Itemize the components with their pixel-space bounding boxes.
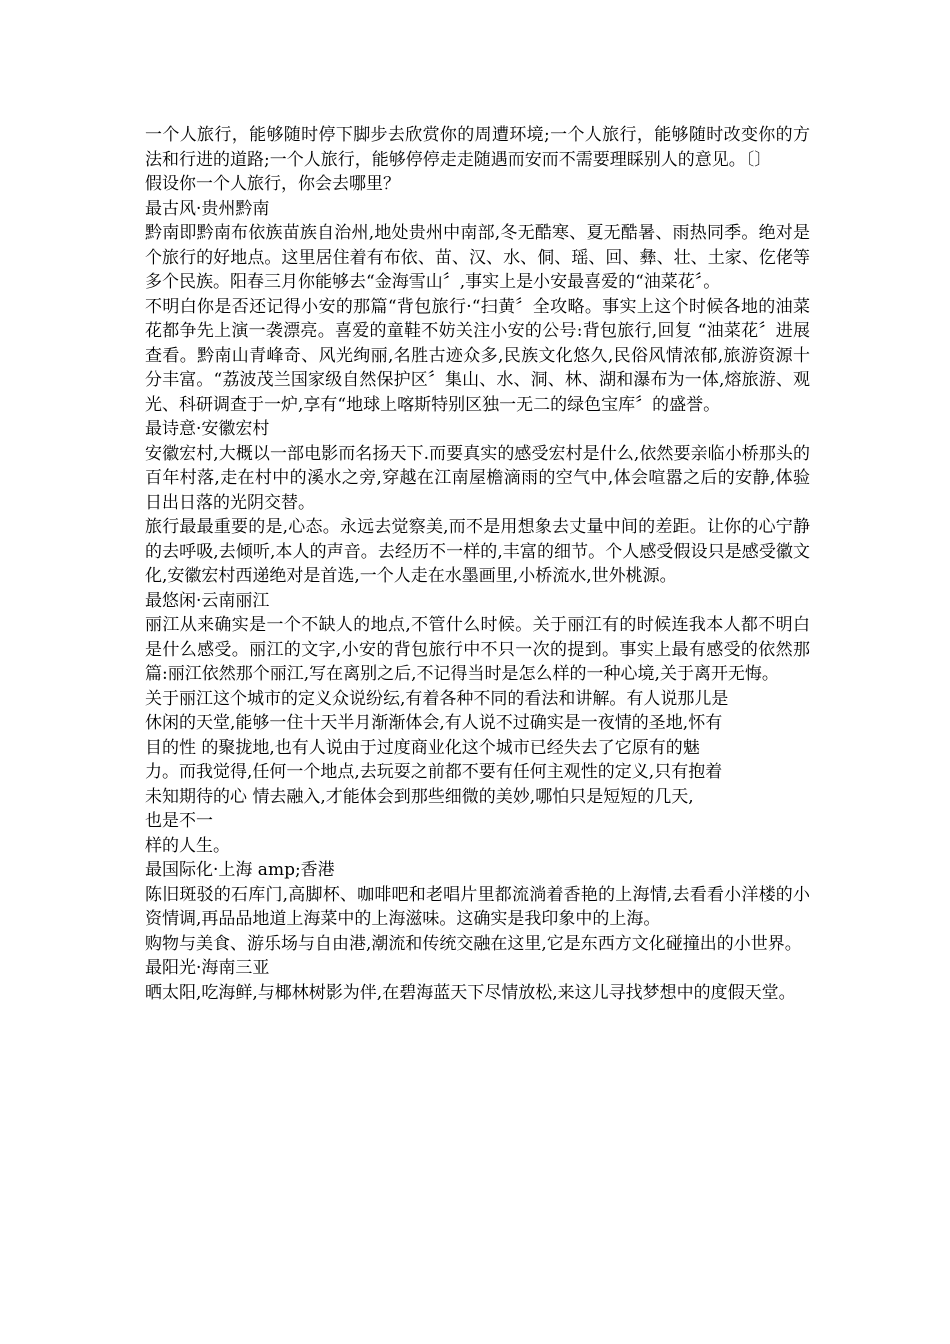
text-line: 休闲的天堂,能够一住十天半月渐渐体会,有人说不过确实是一夜情的圣地,怀有 <box>145 713 723 733</box>
section-heading-guizhou: 最古风·贵州黔南 <box>145 198 270 219</box>
section-heading-lijiang: 最悠闲·云南丽江 <box>145 590 270 611</box>
paragraph-sanya-1: 晒太阳,吃海鲜,与椰林树影为伴,在碧海蓝天下尽情放松,来这儿寻找梦想中的度假天堂。 <box>145 982 796 1003</box>
section-heading-sanya: 最阳光·海南三亚 <box>145 958 270 978</box>
text-line: 也是不一 <box>145 811 213 831</box>
document-page <box>145 123 810 1005</box>
intro-paragraph: 一个人旅行，能够随时停下脚步去欣赏你的周遭环境;一个人旅行，能够随时改变你的方法和行进的道路;一个人旅行，能够停停走走随遇而安而不需要理睬别人的意见。〔〕 <box>145 125 810 170</box>
paragraph-guizhou-1: 黔南即黔南布依族苗族自治州,地处贵州中南部,冬无酷寒、夏无酷暑、雨热同季。绝对是个旅行的好地点。这里居住着有布依、苗、汉、水、侗、瑶、回、彝、壮、土家、仡佬等多个民族。阳春三月你能够去“金海雪山〞,事实上是小安最喜爱的“油菜花〞。 <box>145 223 810 292</box>
text-line: 样的人生。 <box>145 835 230 856</box>
text-line: 未知期待的心 情去融入,才能体会到那些细微的美妙,哪怕只是短短的几天, <box>145 786 694 807</box>
text-line: 力。而我觉得,任何一个地点,去玩耍之前都不要有任何主观性的定义,只有抱着 <box>145 762 723 782</box>
paragraph-shanghai-1: 陈旧斑驳的石库门,高脚杯、咖啡吧和老唱片里都流淌着香艳的上海情,去看看小洋楼的小资情调,再品品地道上海菜中的上海滋味。这确实是我印象中的上海。 <box>145 884 810 929</box>
section-heading-anhui: 最诗意·安徽宏村 <box>145 419 270 439</box>
question-line: 假设你一个人旅行，你会去哪里？ <box>145 174 400 194</box>
paragraph-shanghai-2: 购物与美食、游乐场与自由港,潮流和传统交融在这里,它是东西方文化碰撞出的小世界。 <box>145 933 802 954</box>
paragraph-anhui-2: 旅行最最重要的是,心态。永远去觉察美,而不是用想象去丈量中间的差距。让你的心宁静的去呼吸,去倾听,本人的声音。去经历不一样的,丰富的细节。个人感受假设只是感受徽文化,安徽宏村西递绝对是首选,一个人走在水墨画里,小桥流水,世外桃源。 <box>145 517 810 586</box>
paragraph-guizhou-2: 不明白你是否还记得小安的那篇“背包旅行·“扫黄〞全攻略。事实上这个时候各地的油菜花都争先上演一袭漂亮。喜爱的童鞋不妨关注小安的公号:背包旅行,回复 “油菜花〞进展查看。黔南山青峰奇、风光绚丽,名胜古迹众多,民族文化悠久,民俗风情浓郁,旅游资源十分丰富。“荔波茂兰国家级自然保护区〞集山、水、洞、林、湖和瀑布为一体,熔旅游、观光、科研调查于一炉,享有“地球上喀斯特别区独一无二的绿色宝库〞的盛誉。 <box>145 296 810 415</box>
paragraph-lijiang-1: 丽江从来确实是一个不缺人的地点,不管什么时候。关于丽江有的时候连我本人都不明白是什么感受。丽江的文字,小安的背包旅行中不只一次的提到。事实上最有感受的依然那篇:丽江依然那个丽江,写在离别之后,不记得当时是怎么样的一种心境,关于离开无悔。 <box>145 615 810 684</box>
section-heading-shanghai: 最国际化·上海 amp;香港 <box>145 860 335 880</box>
text-line: 目的性 的聚拢地,也有人说由于过度商业化这个城市已经失去了它原有的魅 <box>145 737 700 758</box>
paragraph-anhui-1: 安徽宏村,大概以一部电影而名扬天下.而要真实的感受宏村是什么,依然要亲临小桥那头的百年村落,走在村中的溪水之旁,穿越在江南屋檐滴雨的空气中,体会喧嚣之后的安静,体验日出日落的光阴交替。 <box>145 443 810 513</box>
paragraph-lijiang-2 <box>145 687 810 859</box>
text-line: 关于丽江这个城市的定义众说纷纭,有着各种不同的看法和讲解。有人说那儿是 <box>145 688 729 709</box>
